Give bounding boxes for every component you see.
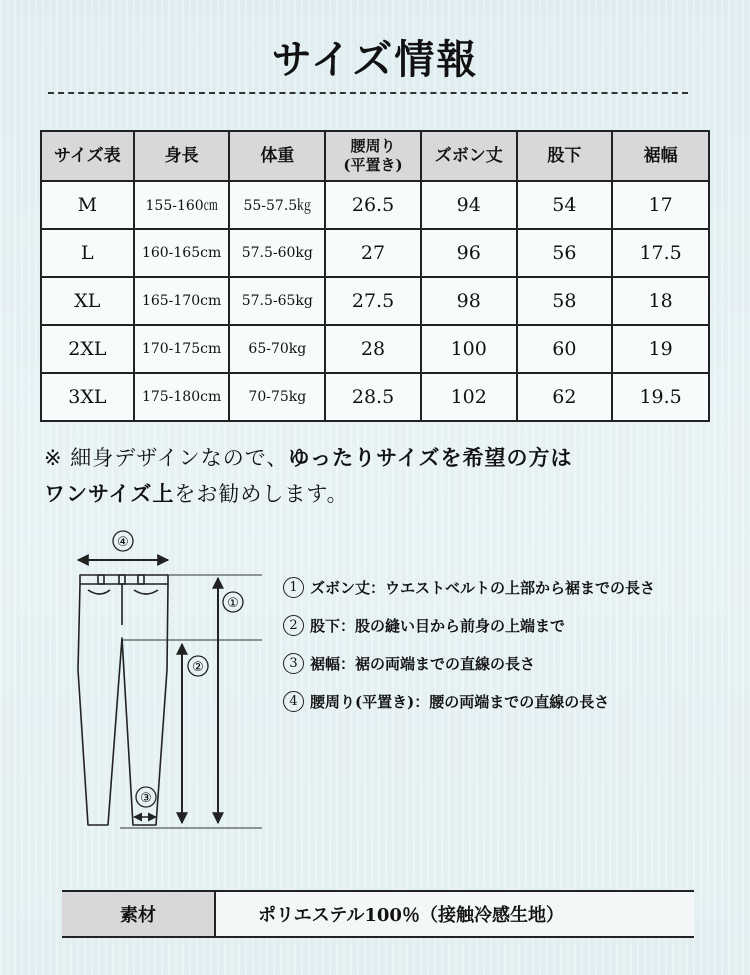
definition-text: ズボン丈：ウエストベルトの上部から裾までの長さ	[310, 578, 656, 597]
material-value: ポリエステル100％（接触冷感生地）	[215, 891, 694, 937]
table-header-row	[41, 131, 709, 181]
note-text: ※ 細身デザインなので、	[44, 446, 289, 470]
number-badge: 3	[283, 653, 304, 674]
cell-waist: 26.5	[325, 181, 421, 229]
definition-text: 股下：股の縫い目から前身の上端まで	[310, 616, 566, 635]
cell-height: 160-165cm	[134, 229, 230, 277]
cell-weight: 57.5-60kg	[229, 229, 325, 277]
title-divider	[48, 92, 688, 94]
cell-length: 96	[421, 229, 517, 277]
table-row	[41, 373, 709, 421]
cell-weight: 55-57.5㎏	[229, 181, 325, 229]
material-row	[62, 891, 694, 937]
definition-item	[283, 606, 743, 644]
pants-icon	[78, 575, 168, 825]
definition-item	[283, 568, 743, 606]
cell-inseam: 54	[517, 181, 613, 229]
definition-item	[283, 644, 743, 682]
cell-hem-width: 19.5	[612, 373, 709, 421]
cell-height: 175-180cm	[134, 373, 230, 421]
marker-1-label: ①	[227, 596, 239, 611]
header-inseam: 股下	[517, 131, 613, 181]
cell-inseam: 56	[517, 229, 613, 277]
cell-hem-width: 19	[612, 325, 709, 373]
cell-hem-width: 18	[612, 277, 709, 325]
number-badge: 4	[283, 691, 304, 712]
number-badge: 1	[283, 577, 304, 598]
cell-waist: 27.5	[325, 277, 421, 325]
note-text: をお勧めします。	[174, 482, 349, 506]
note-emphasis: ゆったりサイズを希望の方は	[288, 446, 573, 470]
definition-item	[283, 682, 743, 720]
measurement-definitions	[283, 568, 743, 720]
cell-length: 100	[421, 325, 517, 373]
cell-height: 170-175cm	[134, 325, 230, 373]
cell-waist: 27	[325, 229, 421, 277]
header-size: サイズ表	[41, 131, 134, 181]
cell-length: 98	[421, 277, 517, 325]
table-row	[41, 325, 709, 373]
material-label: 素材	[62, 891, 215, 937]
cell-size: XL	[41, 277, 134, 325]
cell-inseam: 58	[517, 277, 613, 325]
cell-inseam: 60	[517, 325, 613, 373]
note-emphasis: ワンサイズ上	[44, 482, 175, 506]
cell-height: 165-170cm	[134, 277, 230, 325]
table-row	[41, 229, 709, 277]
marker-4-label: ④	[117, 535, 129, 550]
cell-inseam: 62	[517, 373, 613, 421]
header-hem-width: 裾幅	[612, 131, 709, 181]
header-waist: 腰周り (平置き)	[325, 131, 421, 181]
table-row	[41, 181, 709, 229]
header-height: 身長	[134, 131, 230, 181]
cell-weight: 70-75kg	[229, 373, 325, 421]
cell-size: M	[41, 181, 134, 229]
page-title: サイズ情報	[271, 36, 479, 83]
definition-text: 裾幅：裾の両端までの直線の長さ	[310, 654, 536, 673]
cell-length: 102	[421, 373, 517, 421]
cell-weight: 57.5-65kg	[229, 277, 325, 325]
header-length: ズボン丈	[421, 131, 517, 181]
size-table	[40, 130, 710, 422]
marker-2-label: ②	[192, 660, 204, 675]
table-row	[41, 277, 709, 325]
marker-3-label: ③	[140, 791, 152, 806]
cell-waist: 28.5	[325, 373, 421, 421]
number-badge: 2	[283, 615, 304, 636]
cell-waist: 28	[325, 325, 421, 373]
material-table	[62, 890, 694, 938]
cell-size: 2XL	[41, 325, 134, 373]
definition-text: 腰周り(平置き)：腰の両端までの直線の長さ	[310, 692, 610, 711]
cell-length: 94	[421, 181, 517, 229]
cell-size: L	[41, 229, 134, 277]
cell-hem-width: 17.5	[612, 229, 709, 277]
cell-height: 155-160㎝	[134, 181, 230, 229]
cell-weight: 65-70kg	[229, 325, 325, 373]
cell-size: 3XL	[41, 373, 134, 421]
header-weight: 体重	[229, 131, 325, 181]
cell-hem-width: 17	[612, 181, 709, 229]
fit-note	[44, 440, 724, 512]
